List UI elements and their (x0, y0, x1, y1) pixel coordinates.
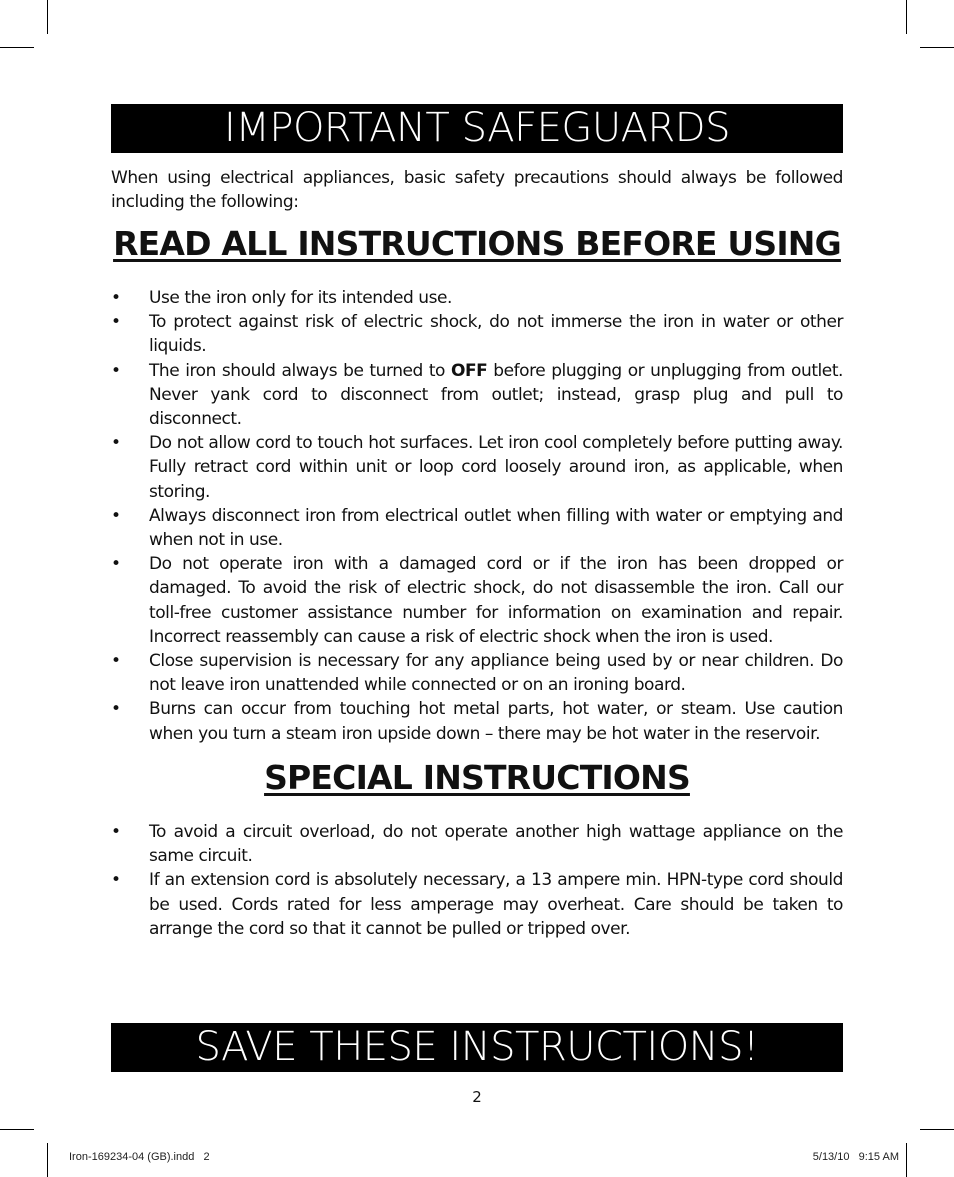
item-text: before plugging or unplugging from outlet. Never yank cord to disconnect from outlet; instead, grasp plug and pull to disconnect. (149, 360, 843, 430)
crop-mark (920, 1129, 954, 1130)
page-title: IMPORTANT SAFEGUARDS (111, 104, 843, 153)
list-item: • If an extension cord is absolutely necessary, a 13 ampere min. HPN-type cord should be used. Cords rated for less amperage may overheat. Care should be taken to arrange the cord so that it cannot be pulled or tripped over. (111, 868, 843, 941)
off-label: OFF (450, 360, 488, 381)
crop-mark (47, 1143, 48, 1177)
crop-mark (920, 47, 954, 48)
crop-mark (0, 47, 34, 48)
list-item: • To avoid a circuit overload, do not operate another high wattage appliance on the same circuit. (111, 820, 843, 868)
list-item (111, 359, 843, 432)
crop-mark (47, 0, 48, 34)
intro-text: When using electrical appliances, basic safety precautions should always be followed including the following: (111, 168, 843, 212)
safeguards-list (111, 286, 843, 746)
file-slug: Iron-169234-04 (GB).indd 2 (69, 1151, 210, 1163)
list-item: • Do not allow cord to touch hot surfaces. Let iron cool completely before putting away. Fully retract cord within unit or loop cord loosely around iron, as applicable, when storing. (111, 431, 843, 504)
crop-mark (0, 1129, 34, 1130)
special-instructions-heading: SPECIAL INSTRUCTIONS (264, 758, 690, 797)
special-list (111, 820, 843, 941)
list-item: • Close supervision is necessary for any appliance being used by or near children. Do not leave iron unattended while connected or on an ironing board. (111, 649, 843, 697)
list-item: • Burns can occur from touching hot metal parts, hot water, or steam. Use caution when you turn a steam iron upside down – there may be hot water in the reservoir. (111, 697, 843, 745)
list-item: • Do not operate iron with a damaged cord or if the iron has been dropped or damaged. To avoid the risk of electric shock, do not disassemble the iron. Call our toll-free customer assistance number for information on examination and repair. Incorrect reassembly can cause a risk of electric shock when the iron is used. (111, 552, 843, 649)
list-item: • To protect against risk of electric shock, do not immerse the iron in water or other liquids. (111, 310, 843, 358)
crop-mark (906, 1143, 907, 1177)
page-number: 2 (472, 1088, 482, 1106)
save-instructions-banner: SAVE THESE INSTRUCTIONS! (111, 1023, 843, 1072)
item-text: The iron should always be turned to (149, 360, 451, 381)
list-item: • Always disconnect iron from electrical outlet when filling with water or emptying and when not in use. (111, 504, 843, 552)
crop-mark (906, 0, 907, 34)
date-slug: 5/13/10 9:15 AM (812, 1151, 899, 1163)
list-item: • Use the iron only for its intended use. (111, 286, 843, 310)
read-instructions-heading: READ ALL INSTRUCTIONS BEFORE USING (113, 224, 841, 263)
